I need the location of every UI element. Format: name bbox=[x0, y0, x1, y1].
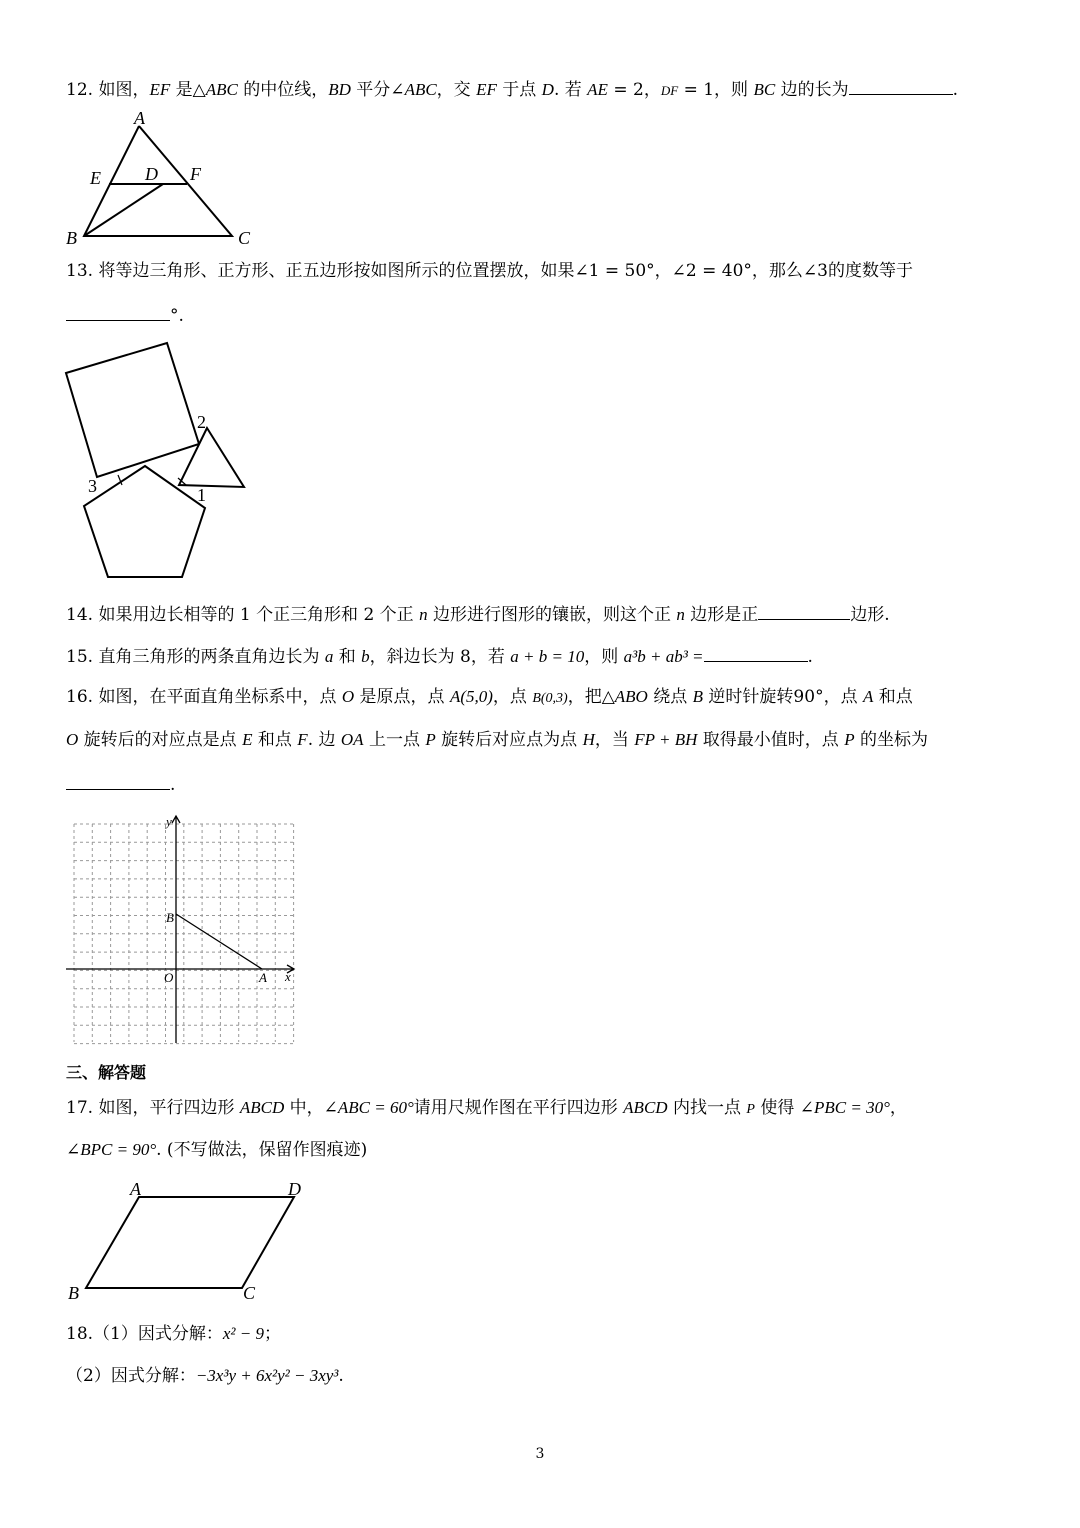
q16-answer-blank[interactable] bbox=[66, 771, 170, 790]
q13-angle-3-label: 3 bbox=[88, 476, 97, 496]
q17-label-d: D bbox=[288, 1179, 301, 1199]
q13-polygons-figure bbox=[60, 335, 260, 585]
origin-label: O bbox=[164, 970, 174, 985]
q12-answer-blank[interactable] bbox=[849, 76, 953, 95]
q15-answer-blank[interactable] bbox=[704, 643, 808, 662]
q16-answer-line: . bbox=[66, 771, 175, 797]
q12-number: 12. 如图， bbox=[66, 80, 150, 100]
q17-label-c: C bbox=[243, 1283, 256, 1303]
q17-label-a: A bbox=[130, 1179, 141, 1199]
q12-text: 12. 如图，EF 是△ABC 的中位线，BD 平分∠ABC，交 EF 于点 D. 若 AE = 2，DF = 1，则 BC 边的长为 . bbox=[66, 76, 958, 103]
q12-label-a: A bbox=[134, 108, 145, 128]
section-heading: 三、解答题 bbox=[66, 1063, 147, 1082]
q14-text: 14. 如果用边长相等的 1 个正三角形和 2 个正 n 边形进行图形的镶嵌，则这个正 n 边形是正 边形. bbox=[66, 601, 890, 627]
q17-label-b: B bbox=[68, 1283, 79, 1303]
q13-text: 13. 将等边三角形、正方形、正五边形按如图所示的位置摆放，如果∠1 = 50°，∠2 = 40°，那么∠3的度数等于 bbox=[66, 261, 913, 281]
point-b-label: B bbox=[166, 910, 174, 925]
q12-label-f: F bbox=[190, 164, 201, 184]
q18-text-part2: （2）因式分解：−3x³y + 6x²y² − 3xy³. bbox=[66, 1366, 344, 1386]
page-number: 3 bbox=[535, 1446, 545, 1462]
q16-coordinate-grid bbox=[66, 814, 300, 1048]
x-axis-label: x bbox=[285, 969, 291, 984]
q17-parallelogram-figure bbox=[60, 1175, 320, 1305]
q13-angle-2-label: 2 bbox=[197, 412, 206, 432]
q13-answer-line: °. bbox=[66, 302, 184, 328]
q13-answer-blank[interactable] bbox=[66, 302, 170, 321]
q12-triangle-figure bbox=[60, 104, 270, 254]
q16-text-line1: 16. 如图，在平面直角坐标系中，点 O 是原点，点 A(5,0)，点 B(0,3)，把△ABO 绕点 B 逆时针旋转90°，点 A 和点 bbox=[66, 687, 913, 707]
q12-label-c: C bbox=[238, 228, 251, 248]
q12-label-b: B bbox=[66, 228, 77, 248]
q17-text-line2: ∠BPC = 90°. (不写做法，保留作图痕迹) bbox=[66, 1140, 368, 1160]
point-a-label: A bbox=[259, 970, 267, 985]
q18-text-part1: 18.（1）因式分解：x² − 9； bbox=[66, 1324, 281, 1344]
y-axis-label: y bbox=[166, 814, 172, 829]
q14-answer-blank[interactable] bbox=[758, 601, 850, 620]
q17-text-line1: 17. 如图，平行四边形 ABCD 中，∠ABC = 60°请用尺规作图在平行四边形 ABCD 内找一点 P 使得 ∠PBC = 30°， bbox=[66, 1098, 907, 1118]
q12-label-e: E bbox=[90, 168, 101, 188]
segment-ab bbox=[176, 914, 262, 969]
q13-angle-1-label: 1 bbox=[197, 485, 206, 505]
q15-text: 15. 直角三角形的两条直角边长为 a 和 b，斜边长为 8，若 a + b = 10，则 a³b + ab³ = . bbox=[66, 643, 813, 669]
q12-label-d: D bbox=[145, 164, 158, 184]
q16-text-line2: O 旋转后的对应点是点 E 和点 F. 边 OA 上一点 P 旋转后对应点为点 H，当 FP + BH 取得最小值时，点 P 的坐标为 bbox=[66, 730, 928, 750]
